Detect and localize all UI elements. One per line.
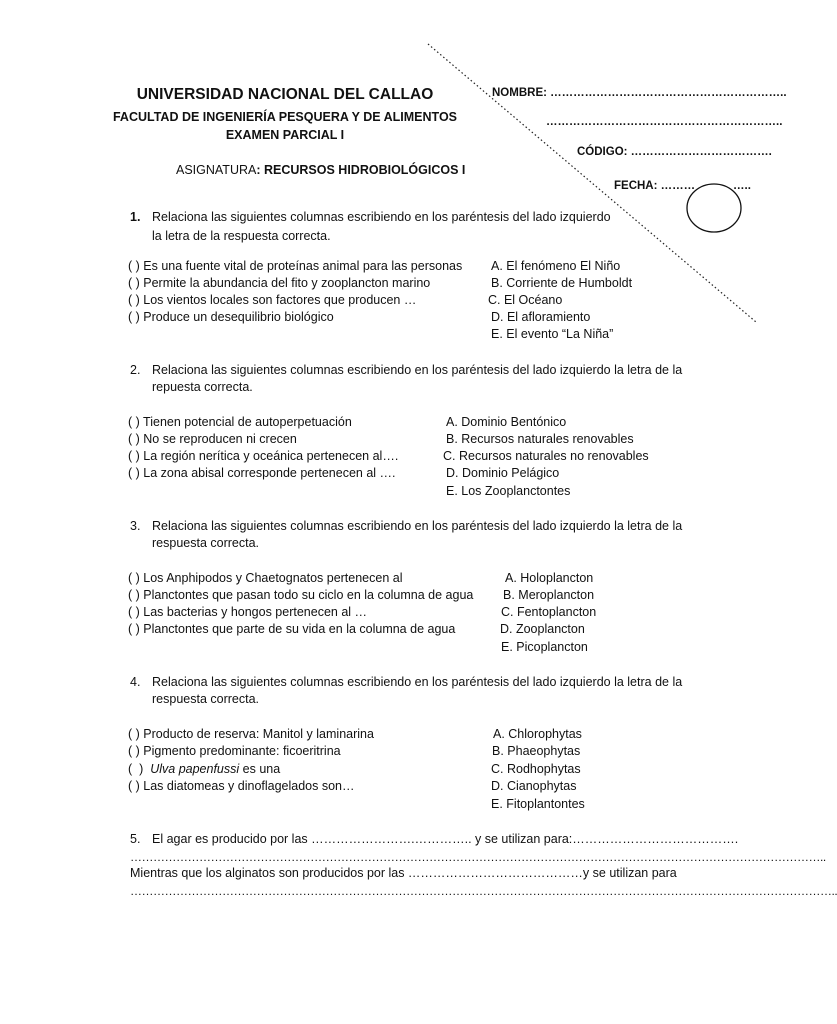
q1-right-option: D. El afloramiento xyxy=(491,310,591,324)
q2-left-item[interactable]: ( ) La región nerítica y oceánica pertenecen al…. xyxy=(128,449,399,463)
q1-left-item[interactable]: ( ) Los vientos locales son factores que producen … xyxy=(128,293,417,307)
q1-left-item[interactable]: ( ) Permite la abundancia del fito y zooplancton marino xyxy=(128,276,431,290)
question-5-answer-line-1[interactable]: ……………………………………………………………………………………………………………………………………………………………….. xyxy=(130,850,826,864)
q4-ulva-prefix: ( ) xyxy=(128,762,151,776)
question-4-instruction-line-1: Relaciona las siguientes columnas escribiendo en los paréntesis del lado izquierdo la letra de la xyxy=(152,675,683,689)
q2-right-option: D. Dominio Pelágico xyxy=(446,466,560,480)
q4-left-item[interactable]: ( ) Producto de reserva: Manitol y laminarina xyxy=(128,727,374,741)
q4-ulva-species: Ulva papenfussi xyxy=(150,762,240,776)
q4-left-item[interactable]: ( ) Las diatomeas y dinoflagelados son… xyxy=(128,779,355,793)
q4-left-item-ulva[interactable] xyxy=(128,762,280,776)
question-2-instruction-line-1: Relaciona las siguientes columnas escribiendo en los paréntesis del lado izquierdo la letra de la xyxy=(152,363,683,377)
question-3-instruction-line-1: Relaciona las siguientes columnas escribiendo en los paréntesis del lado izquierdo la letra de la xyxy=(152,519,683,533)
subject-line xyxy=(176,163,465,177)
q1-right-option: B. Corriente de Humboldt xyxy=(491,276,633,290)
question-3-number: 3. xyxy=(130,519,141,533)
q4-right-option: E. Fitoplantontes xyxy=(491,797,585,811)
q1-left-item[interactable]: ( ) Es una fuente vital de proteínas animal para las personas xyxy=(128,259,463,273)
q1-left-item[interactable]: ( ) Produce un desequilibrio biológico xyxy=(128,310,334,324)
q2-right-option: A. Dominio Bentónico xyxy=(446,415,567,429)
q1-right-option: E. El evento “La Niña” xyxy=(491,327,614,341)
q2-right-option: C. Recursos naturales no renovables xyxy=(443,449,649,463)
nombre-field-continuation[interactable]: …………………………………………………….. xyxy=(546,116,783,128)
q1-right-option: A. El fenómeno El Niño xyxy=(491,259,621,273)
q2-right-option: E. Los Zooplanctontes xyxy=(446,484,571,498)
exam-title: EXAMEN PARCIAL I xyxy=(225,128,345,142)
subject-name: RECURSOS HIDROBIOLÓGICOS I xyxy=(263,163,466,177)
fecha-field[interactable]: FECHA: ……… xyxy=(614,180,696,192)
subject-label: ASIGNATURA xyxy=(176,163,257,177)
q4-right-option: D. Cianophytas xyxy=(491,779,577,793)
q3-right-option: E. Picoplancton xyxy=(501,640,588,654)
q2-right-option: B. Recursos naturales renovables xyxy=(446,432,634,446)
q3-left-item[interactable]: ( ) Los Anphipodos y Chaetognatos pertenecen al xyxy=(128,571,403,585)
nombre-field[interactable]: NOMBRE: …………………………………………………….. xyxy=(492,87,787,99)
q4-left-item[interactable]: ( ) Pigmento predominante: ficoeritrina xyxy=(128,744,341,758)
q2-left-item[interactable]: ( ) No se reproducen ni crecen xyxy=(128,432,297,446)
question-3-instruction-line-2: respuesta correcta. xyxy=(152,536,259,550)
question-4-instruction-line-2: respuesta correcta. xyxy=(152,692,259,706)
question-4-number: 4. xyxy=(130,675,141,689)
codigo-field[interactable]: CÓDIGO: ………………………………. xyxy=(577,146,772,158)
university-title: UNIVERSIDAD NACIONAL DEL CALLAO xyxy=(136,86,434,103)
question-5-line-3[interactable]: Mientras que los alginatos son producidos por las ……………………………………y se utilizan para xyxy=(130,866,677,880)
q3-right-option: C. Fentoplancton xyxy=(501,605,597,619)
q3-left-item[interactable]: ( ) Planctontes que parte de su vida en la columna de agua xyxy=(128,622,456,636)
q1-right-option: C. El Océano xyxy=(488,293,563,307)
question-5-number: 5. xyxy=(130,832,141,846)
q4-ulva-suffix: es una xyxy=(239,762,281,776)
question-5-line-1[interactable]: El agar es producido por las …………………….………….. y se utilizan para:…………………………………. xyxy=(152,832,739,846)
q2-left-item[interactable]: ( ) Tienen potencial de autoperpetuación xyxy=(128,415,352,429)
q4-right-option: A. Chlorophytas xyxy=(493,727,582,741)
q3-right-option: A. Holoplancton xyxy=(505,571,594,585)
question-1-number: 1. xyxy=(130,210,141,224)
question-1-instruction-line-2: la letra de la respuesta correcta. xyxy=(152,229,331,243)
faculty-title: FACULTAD DE INGENIERÍA PESQUERA Y DE ALIMENTOS xyxy=(112,110,458,124)
q4-right-option: C. Rodhophytas xyxy=(491,762,581,776)
question-1-instruction-line-1: Relaciona las siguientes columnas escribiendo en los paréntesis del lado izquierdo xyxy=(152,210,611,224)
q3-left-item[interactable]: ( ) Planctontes que pasan todo su ciclo en la columna de agua xyxy=(128,588,474,602)
fecha-field-end[interactable]: ….. xyxy=(733,180,751,192)
q3-right-option: B. Meroplancton xyxy=(503,588,595,602)
question-2-instruction-line-2: repuesta correcta. xyxy=(152,380,253,394)
q3-left-item[interactable]: ( ) Las bacterias y hongos pertenecen al … xyxy=(128,605,368,619)
subject-separator: : xyxy=(256,163,264,177)
question-5-answer-line-2[interactable]: ………………………………………………………………………………………………………………………………………………………………….. xyxy=(130,884,837,898)
q3-right-option: D. Zooplancton xyxy=(500,622,585,636)
q2-left-item[interactable]: ( ) La zona abisal corresponde pertenecen al …. xyxy=(128,466,396,480)
question-2-number: 2. xyxy=(130,363,141,377)
q4-right-option: B. Phaeophytas xyxy=(492,744,581,758)
